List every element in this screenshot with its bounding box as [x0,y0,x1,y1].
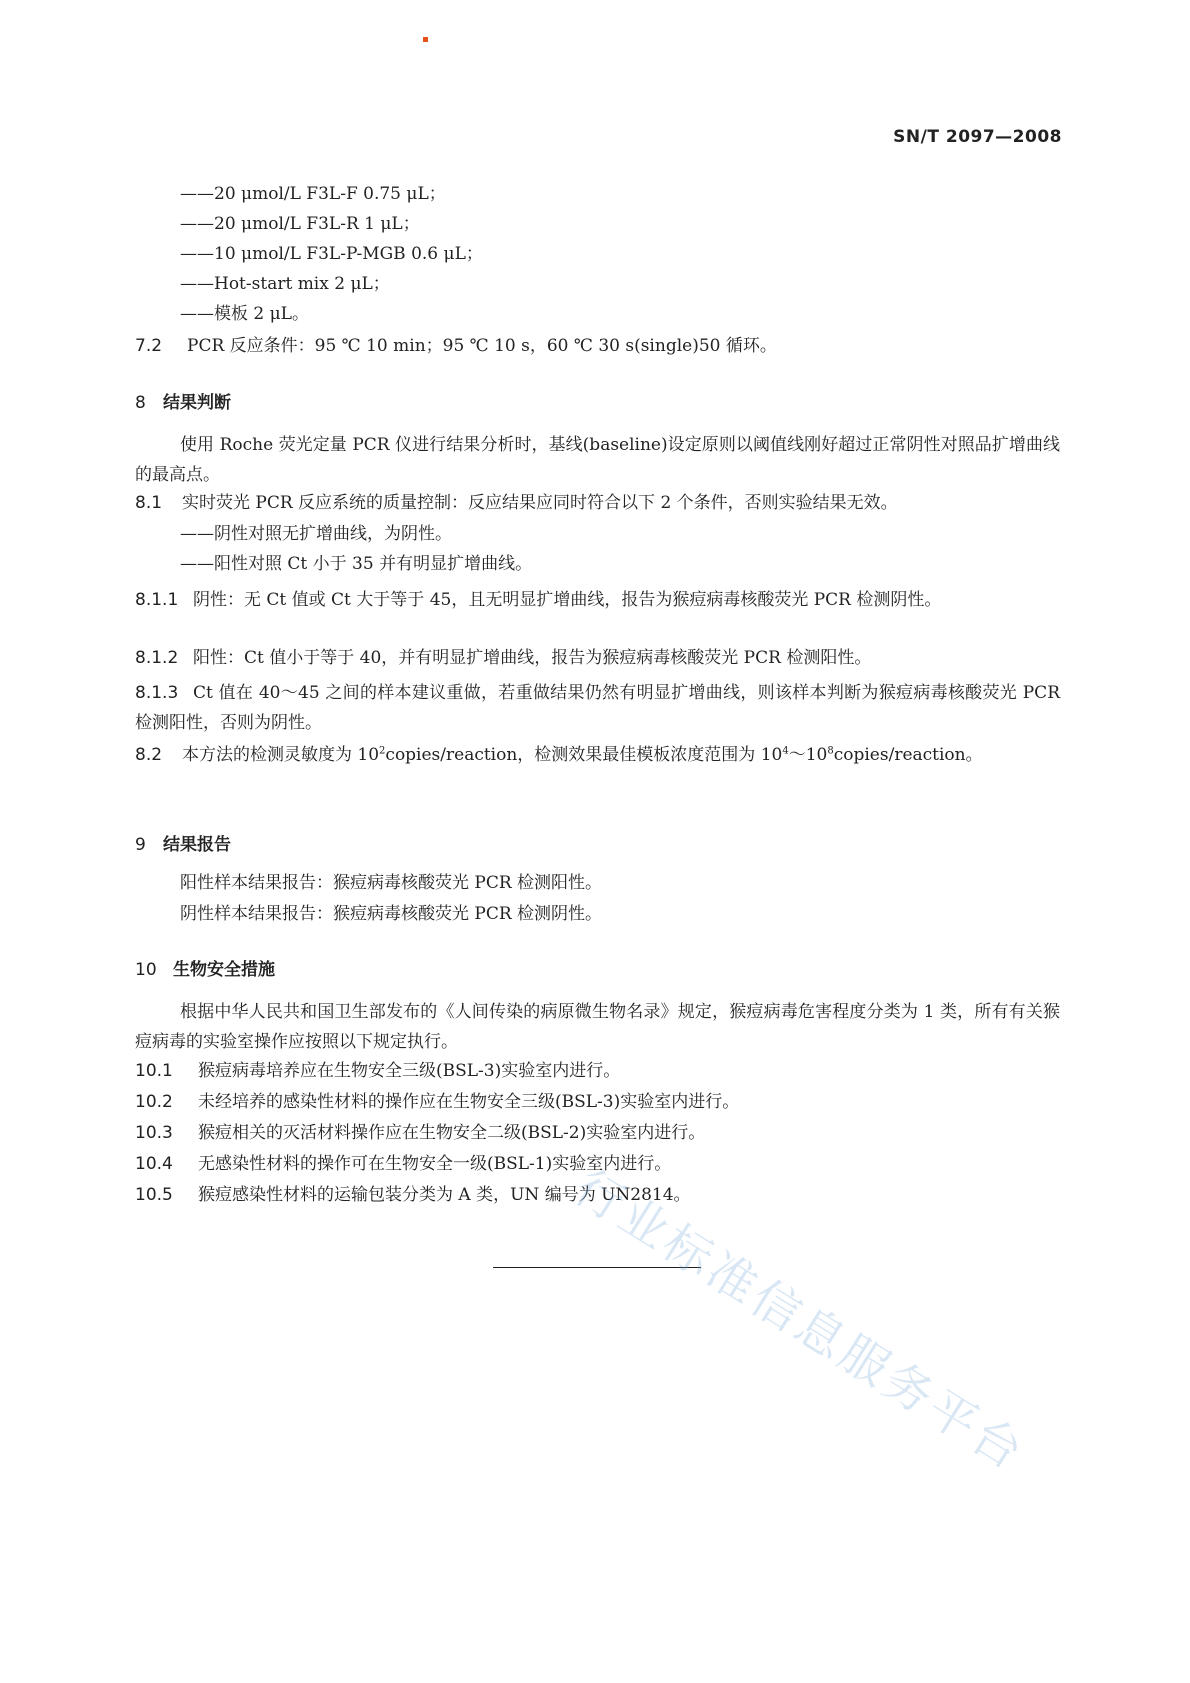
section-8-intro: 使用 Roche 荧光定量 PCR 仪进行结果分析时，基线(baseline)设定原则以阈值线刚好超过正常阴性对照品扩增曲线的最高点。 [135,435,1060,485]
clause-number: 8.1.1 [135,590,179,610]
report-line: 阳性样本结果报告：猴痘病毒核酸荧光 PCR 检测阳性。 [180,873,603,893]
exponent: 8 [827,745,834,757]
section-9-heading [135,830,231,855]
clause-number: 7.2 [135,336,163,356]
clause-number: 10.1 [135,1061,173,1081]
exponent: 4 [782,745,789,757]
standard-code: SN/T 2097—2008 [893,127,1062,147]
clause-10-1 [135,1060,620,1082]
section-title: 结果报告 [163,835,231,855]
reaction-item: ——模板 2 μL。 [180,304,309,324]
clause-text: copies/reaction。 [833,745,983,765]
reaction-item: ——10 μmol/L F3L-P-MGB 0.6 μL； [180,244,483,264]
watermark: 行业标准信息服务平台 [564,1159,1036,1483]
exponent: 2 [379,745,386,757]
clause-text: 阳性：Ct 值小于等于 40，并有明显扩增曲线，报告为猴痘病毒核酸荧光 PCR 检测阳性。 [193,648,872,668]
clause-number: 8.1 [135,493,163,513]
orange-mark [423,37,428,42]
clause-8-1-3 [135,678,1060,738]
clause-number: 8.2 [135,745,163,765]
clause-text: ～10 [788,745,828,765]
clause-text: 未经培养的感染性材料的操作应在生物安全三级(BSL-3)实验室内进行。 [198,1092,740,1112]
clause-8-1-2 [135,647,871,669]
clause-number: 8.1.2 [135,648,179,668]
clause-text: 阴性：无 Ct 值或 Ct 大于等于 45，且无明显扩增曲线，报告为猴痘病毒核酸荧光 PCR 检测阴性。 [193,590,942,610]
section-title: 结果判断 [163,393,231,413]
section-8-heading [135,388,231,413]
clause-8-1-1 [135,585,1060,615]
clause-number: 10.4 [135,1154,173,1174]
clause-text: 无感染性材料的操作可在生物安全一级(BSL-1)实验室内进行。 [198,1154,672,1174]
clause-number: 10.3 [135,1123,173,1143]
reaction-item: ——Hot-start mix 2 μL； [180,274,390,294]
section-title: 生物安全措施 [173,960,275,980]
clause-text: PCR 反应条件：95 ℃ 10 min；95 ℃ 10 s，60 ℃ 30 s(single)50 循环。 [187,336,777,356]
clause-text: 猴痘相关的灭活材料操作应在生物安全二级(BSL-2)实验室内进行。 [198,1123,706,1143]
clause-7-2 [135,335,777,357]
clause-text: copies/reaction，检测效果最佳模板浓度范围为 10 [385,745,783,765]
clause-8-2 [135,740,1060,770]
clause-10-2 [135,1091,739,1113]
section-number: 8 [135,393,146,413]
clause-text: 猴痘病毒培养应在生物安全三级(BSL-3)实验室内进行。 [198,1061,621,1081]
clause-8-1 [135,492,898,514]
clause-number: 8.1.3 [135,683,179,703]
clause-text: Ct 值在 40～45 之间的样本建议重做，若重做结果仍然有明显扩增曲线，则该样本判断为猴痘病毒核酸荧光 PCR 检测阳性，否则为阴性。 [135,683,1060,733]
reaction-item: ——20 μmol/L F3L-F 0.75 μL； [180,184,446,204]
condition-item: ——阴性对照无扩增曲线，为阴性。 [180,524,452,544]
reaction-item: ——20 μmol/L F3L-R 1 μL； [180,214,420,234]
clause-number: 10.5 [135,1185,173,1205]
section-10-intro: 根据中华人民共和国卫生部发布的《人间传染的病原微生物名录》规定，猴痘病毒危害程度分类为 1 类，所有有关猴痘病毒的实验室操作应按照以下规定执行。 [135,1002,1060,1052]
clause-10-3 [135,1122,705,1144]
clause-text: 实时荧光 PCR 反应系统的质量控制：反应结果应同时符合以下 2 个条件，否则实验结果无效。 [182,493,898,513]
section-number: 9 [135,835,146,855]
section-number: 10 [135,960,157,980]
clause-number: 10.2 [135,1092,173,1112]
report-line: 阴性样本结果报告：猴痘病毒核酸荧光 PCR 检测阴性。 [180,904,603,924]
clause-text: 本方法的检测灵敏度为 10 [182,745,380,765]
section-10-heading [135,955,275,980]
condition-item: ——阳性对照 Ct 小于 35 并有明显扩增曲线。 [180,554,533,574]
clause-text: 猴痘感染性材料的运输包装分类为 A 类，UN 编号为 UN2814。 [198,1185,691,1205]
